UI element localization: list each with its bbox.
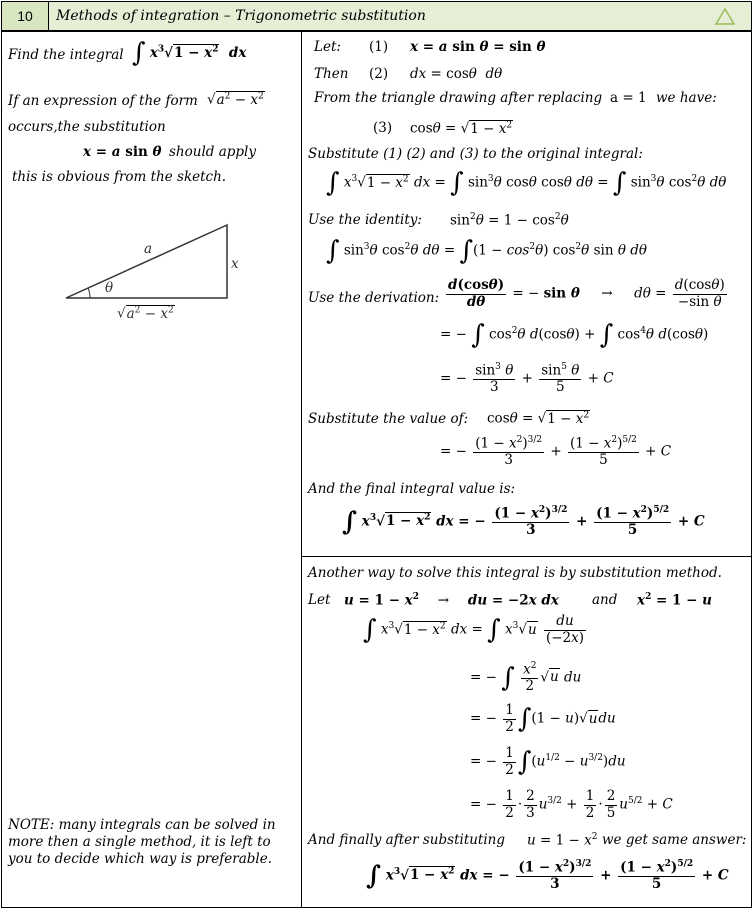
a-equals-one: a = 1 [610,90,647,106]
obvious-text: this is obvious from the sketch. [12,169,227,185]
triangle-label-x: x [231,256,239,272]
problem-integral: ∫ $x^3√1 - x^2$ dx [132,38,247,68]
and-label: and [592,592,618,608]
left-column [1,31,302,908]
final-answer: ∫ $x^3√1 - x^2$ dx = − $\frac{(1 - x^2)^{3/2}}{3}$ + $\frac{(1 - x^2)^{5/2}}{5}$ + C [342,505,705,539]
note-text: NOTE: many integrals can be solved in more then a single method, it is left to you to decide which way is preferable. [8,817,276,867]
we-have-text: we have: [656,90,717,106]
triangle-label-theta: θ [105,280,114,296]
find-text: Find the integral [8,47,124,63]
let-label-2: Let [308,592,331,608]
final-value-text: And the final integral value is: [308,481,516,497]
step-2-formula: dx = cosθ dθ [410,66,503,82]
substituted-result: = − $\frac{(1 - x^2)^{3/2}}{3}$ + $\frac{(1 - x^2)^{5/2}}{5}$ + C [440,435,672,469]
derivation-formula: $\frac{d(\cos\theta)}{d\theta}$ = − sin θ → dθ = $\frac{d(\cos\theta)}{\text{−sin θ}}$ [448,277,725,310]
triangle-icon [715,8,735,25]
let-label: Let: [314,39,341,55]
problem-number-cell [2,2,49,30]
x-squared-formula: $x^2 = 1 - u$ [637,592,712,609]
occurs-text: occurs,the substitution [8,119,166,135]
identity-text: Use the identity: [308,212,422,228]
u-substitution: $u = 1 - x^2$ → du = −2x dx [344,592,559,609]
u-step-5: = − $\frac{1}{2}$ · $\frac{2}{3}$ $u^{3/2}$ + $\frac{1}{2}$ · $\frac{2}{5}$ $u^{5/2} + C$ [470,788,673,821]
identity-formula: $\sin^2\theta = 1 - \cos^2\theta$ [450,212,569,229]
step-2-label: (2) [369,66,389,82]
u-step-4: = − $\frac{1}{2}$ $\int(u^{1/2} - u^{3/2})du$ [470,745,626,778]
step-1-formula: x = a sin θ = sin θ [410,39,546,55]
substitution-formula: x = a sin θ [83,144,162,160]
triangle-label-a: a [144,241,153,257]
substitute-text: Substitute (1) (2) and (3) to the original integral: [308,146,643,162]
cos-value: $\cos\theta = √1 - x^2$ [487,410,590,427]
step-1-label: (1) [369,39,389,55]
header-bar [1,1,752,31]
identity-applied: ∫ $\sin^3\theta$ $\cos^2\theta$ $d\theta = \int(1 - \cos^2\theta)$ $\cos^2\theta$ sin θ dθ [326,236,648,266]
derivation-step-1: = − ∫ $\cos^2\theta$ d(cosθ) + ∫ $\cos^4\theta$ d(cosθ) [440,320,709,350]
final-answer-2: ∫ $x^3√1 - x^2$ dx = − $\frac{(1 - x^2)^{3/2}}{3}$ + $\frac{(1 - x^2)^{5/2}}{5}$ + C [366,859,729,893]
page-title: Methods of integration – Trigonometric substitution [56,8,426,24]
finally-text: And finally after substituting [308,832,506,848]
derivation-text: Use the derivation: [308,290,440,306]
u-step-2: = − ∫ $\frac{x^2}{2}$ √u du [470,661,582,695]
derivation-step-2: = − $\frac{\sin^3 \theta}{3}$ + $\frac{\sin^5 \theta}{5}$ + C [440,362,614,396]
if-expression-text: If an expression of the form [8,93,198,109]
step-3-label: (3) [373,120,393,136]
u-back-substitution: $u = 1 - x^2$ [527,832,598,849]
another-way-text: Another way to solve this integral is by substitution method. [308,565,722,581]
u-step-1: ∫ $x^3√1 - x^2$ dx = ∫ $x^3√u$ $\frac{du}{(-2x)}$ [363,613,585,646]
from-triangle-text: From the triangle drawing after replacing [314,90,603,106]
should-apply-text: should apply [169,144,256,160]
same-answer-text: we get same answer: [602,832,747,848]
substituted-integral: ∫ $x^3√1 - x^2$ dx = ∫ $\sin^3\theta$ cosθ cosθ dθ = ∫ $\sin^3\theta$ $\cos^2\theta$ dθ [326,168,727,198]
triangle-label-base: $√a^2 - x^2$ [117,305,174,322]
substitute-value-text: Substitute the value of: [308,411,469,427]
then-label: Then [314,66,349,82]
step-3-formula: $\cos\theta = √1 - x^2$ [410,120,513,137]
u-step-3: = − $\frac{1}{2}$ ∫(1 − u)√udu [470,702,616,735]
problem-number: 10 [17,8,33,24]
sqrt-expression: $√a^2 - x^2$ [207,91,264,108]
